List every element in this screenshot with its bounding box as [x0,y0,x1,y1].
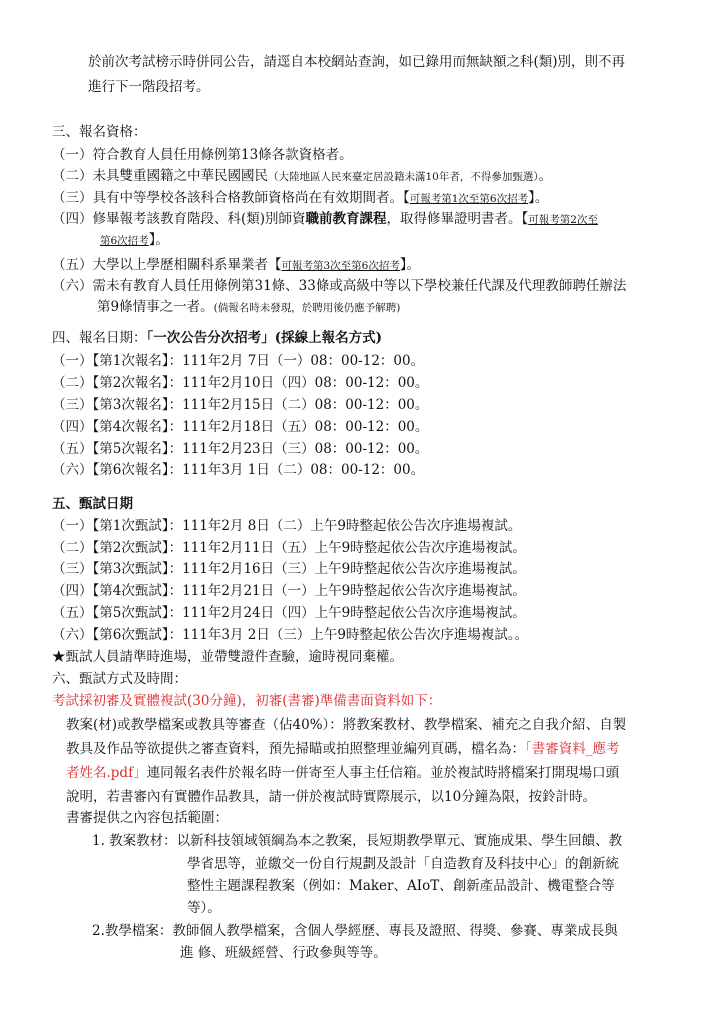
s5-item: （三）【第3次甄試】：111年2月16日（三）上午9時整起依公告次序進場複試。 [52,561,526,577]
s4-item: （二）【第2次報名】：111年2月10日（四）08：00-12：00。 [52,375,429,391]
s6-paragraph-line: 說明，若書審內有實體作品教具，請一併於複試時實際展示，以10分鐘為限，按鈴計時。 [66,789,597,805]
intro-line-1: 於前次考試榜示時併同公告，請逕自本校網站查詢，如已錄用而無缺額之科(類)別，則不再 [88,54,626,70]
section-3-heading: 三、報名資格： [52,124,147,140]
s6-list-1-line: 等）。 [187,900,221,916]
s4-item: （四）【第4次報名】：111年2月18日（五）08：00-12：00。 [52,419,429,435]
s5-item: （六）【第6次甄試】：111年3月 2日（三）上午9時整起依公告次序進場複試。。 [52,627,529,643]
section-6-heading: 六、甄試方式及時間： [52,671,187,687]
s5-item: （四）【第4次甄試】：111年2月21日（一）上午9時整起依公告次序進場複試。 [52,583,526,599]
s5-item: （二）【第2次甄試】：111年2月11日（五）上午9時整起依公告次序進場複試。 [52,540,526,556]
s4-item: （一）【第1次報名】：111年2月 7日（一）08：00-12：00。 [52,353,425,369]
s5-item: （一）【第1次甄試】：111年2月 8日（二）上午9時整起依公告次序進場複試。 [52,518,522,534]
section-5-heading: 五、甄試日期 [52,496,133,512]
s3-item-2: （二）未具雙重國籍之中華民國國民（大陸地區人民來臺定居設籍未滿10年者，不得參加甄選）。 [52,168,553,184]
s3-item-5: （五）大學以上學歷相關科系畢業者【可報考第3次至第6次招考】。 [52,257,421,273]
s6-paragraph-line: 教案(材)或教學檔案或教具等審查（佔40%）：將教案教材、教學檔案、補充之自我介紹、自製 [66,717,627,733]
s6-paragraph-line: 教具及作品等欲提供之審查資料，預先掃瞄或拍照整理並編列頁碼，檔名為：「書審資料_應考 [66,741,620,757]
s3-item-4-cont: 第6次招考】。 [100,232,169,248]
section-4-heading: 四、報名日期：「一次公告分次招考」(採線上報名方式) [52,330,383,346]
s5-note: ★甄試人員請準時進場，並帶雙證件查驗，逾時視同棄權。 [52,649,403,665]
s3-item-6-cont: 第9條情事之一者。(倘報名時未發現，於聘用後仍應予解聘) [97,299,401,315]
s3-item-1: （一）符合教育人員任用條例第13條各款資格者。 [52,147,353,163]
s6-list-1-line: 整性主題課程教案（例如：Maker、AIoT、創新產品設計、機電整合等 [187,878,615,894]
s6-paragraph-line: 者姓名.pdf」連同報名表件於報名時一併寄至人事主任信箱。並於複試時將檔案打開現場口頭 [66,765,620,781]
s4-item: （六）【第6次報名】：111年3月 1日（二）08：00-12：00。 [52,462,425,478]
s3-item-6: （六）需未有教育人員任用條例第31條、33條或高級中等以下學校兼任代課及代理教師聘任辦法 [52,278,627,294]
s3-item-3: （三）具有中等學校各該科合格教師資格尚在有效期間者。【可報考第1次至第6次招考】。 [52,190,549,206]
s6-list-1-line: 學省思等，並繳交一份自行規劃及設計「自造教育及科技中心」的創新統 [187,856,619,872]
s6-list-2-line: 進 修、班級經營、行政參與等等。 [180,945,387,961]
s4-item: （三）【第3次報名】：111年2月15日（二）08：00-12：00。 [52,397,429,413]
s4-item: （五）【第5次報名】：111年2月23日（三）08：00-12：00。 [52,441,429,457]
s6-scope-intro: 書審提供之內容包括範圍： [66,810,228,826]
s3-item-4: （四）修畢報考該教育階段、科(類)別師資職前教育課程，取得修畢證明書者。【可報考第2次至 [52,211,598,227]
s5-item: （五）【第5次甄試】：111年2月24日（四）上午9時整起依公告次序進場複試。 [52,605,526,621]
s6-highlight-line: 考試採初審及實體複試(30分鐘)，初審(書審)準備書面資料如下： [52,693,442,709]
s6-list-2-line: 2.教學檔案：教師個人教學檔案，含個人學經歷、專長及證照、得獎、參賽、專業成長與 [92,923,618,939]
intro-line-2: 進行下一階段招考。 [88,79,210,95]
s6-list-1-line: 1. 教案教材：以新科技領域領綱為本之教案，長短期教學單元、實施成果、學生回饋、教 [92,833,623,849]
